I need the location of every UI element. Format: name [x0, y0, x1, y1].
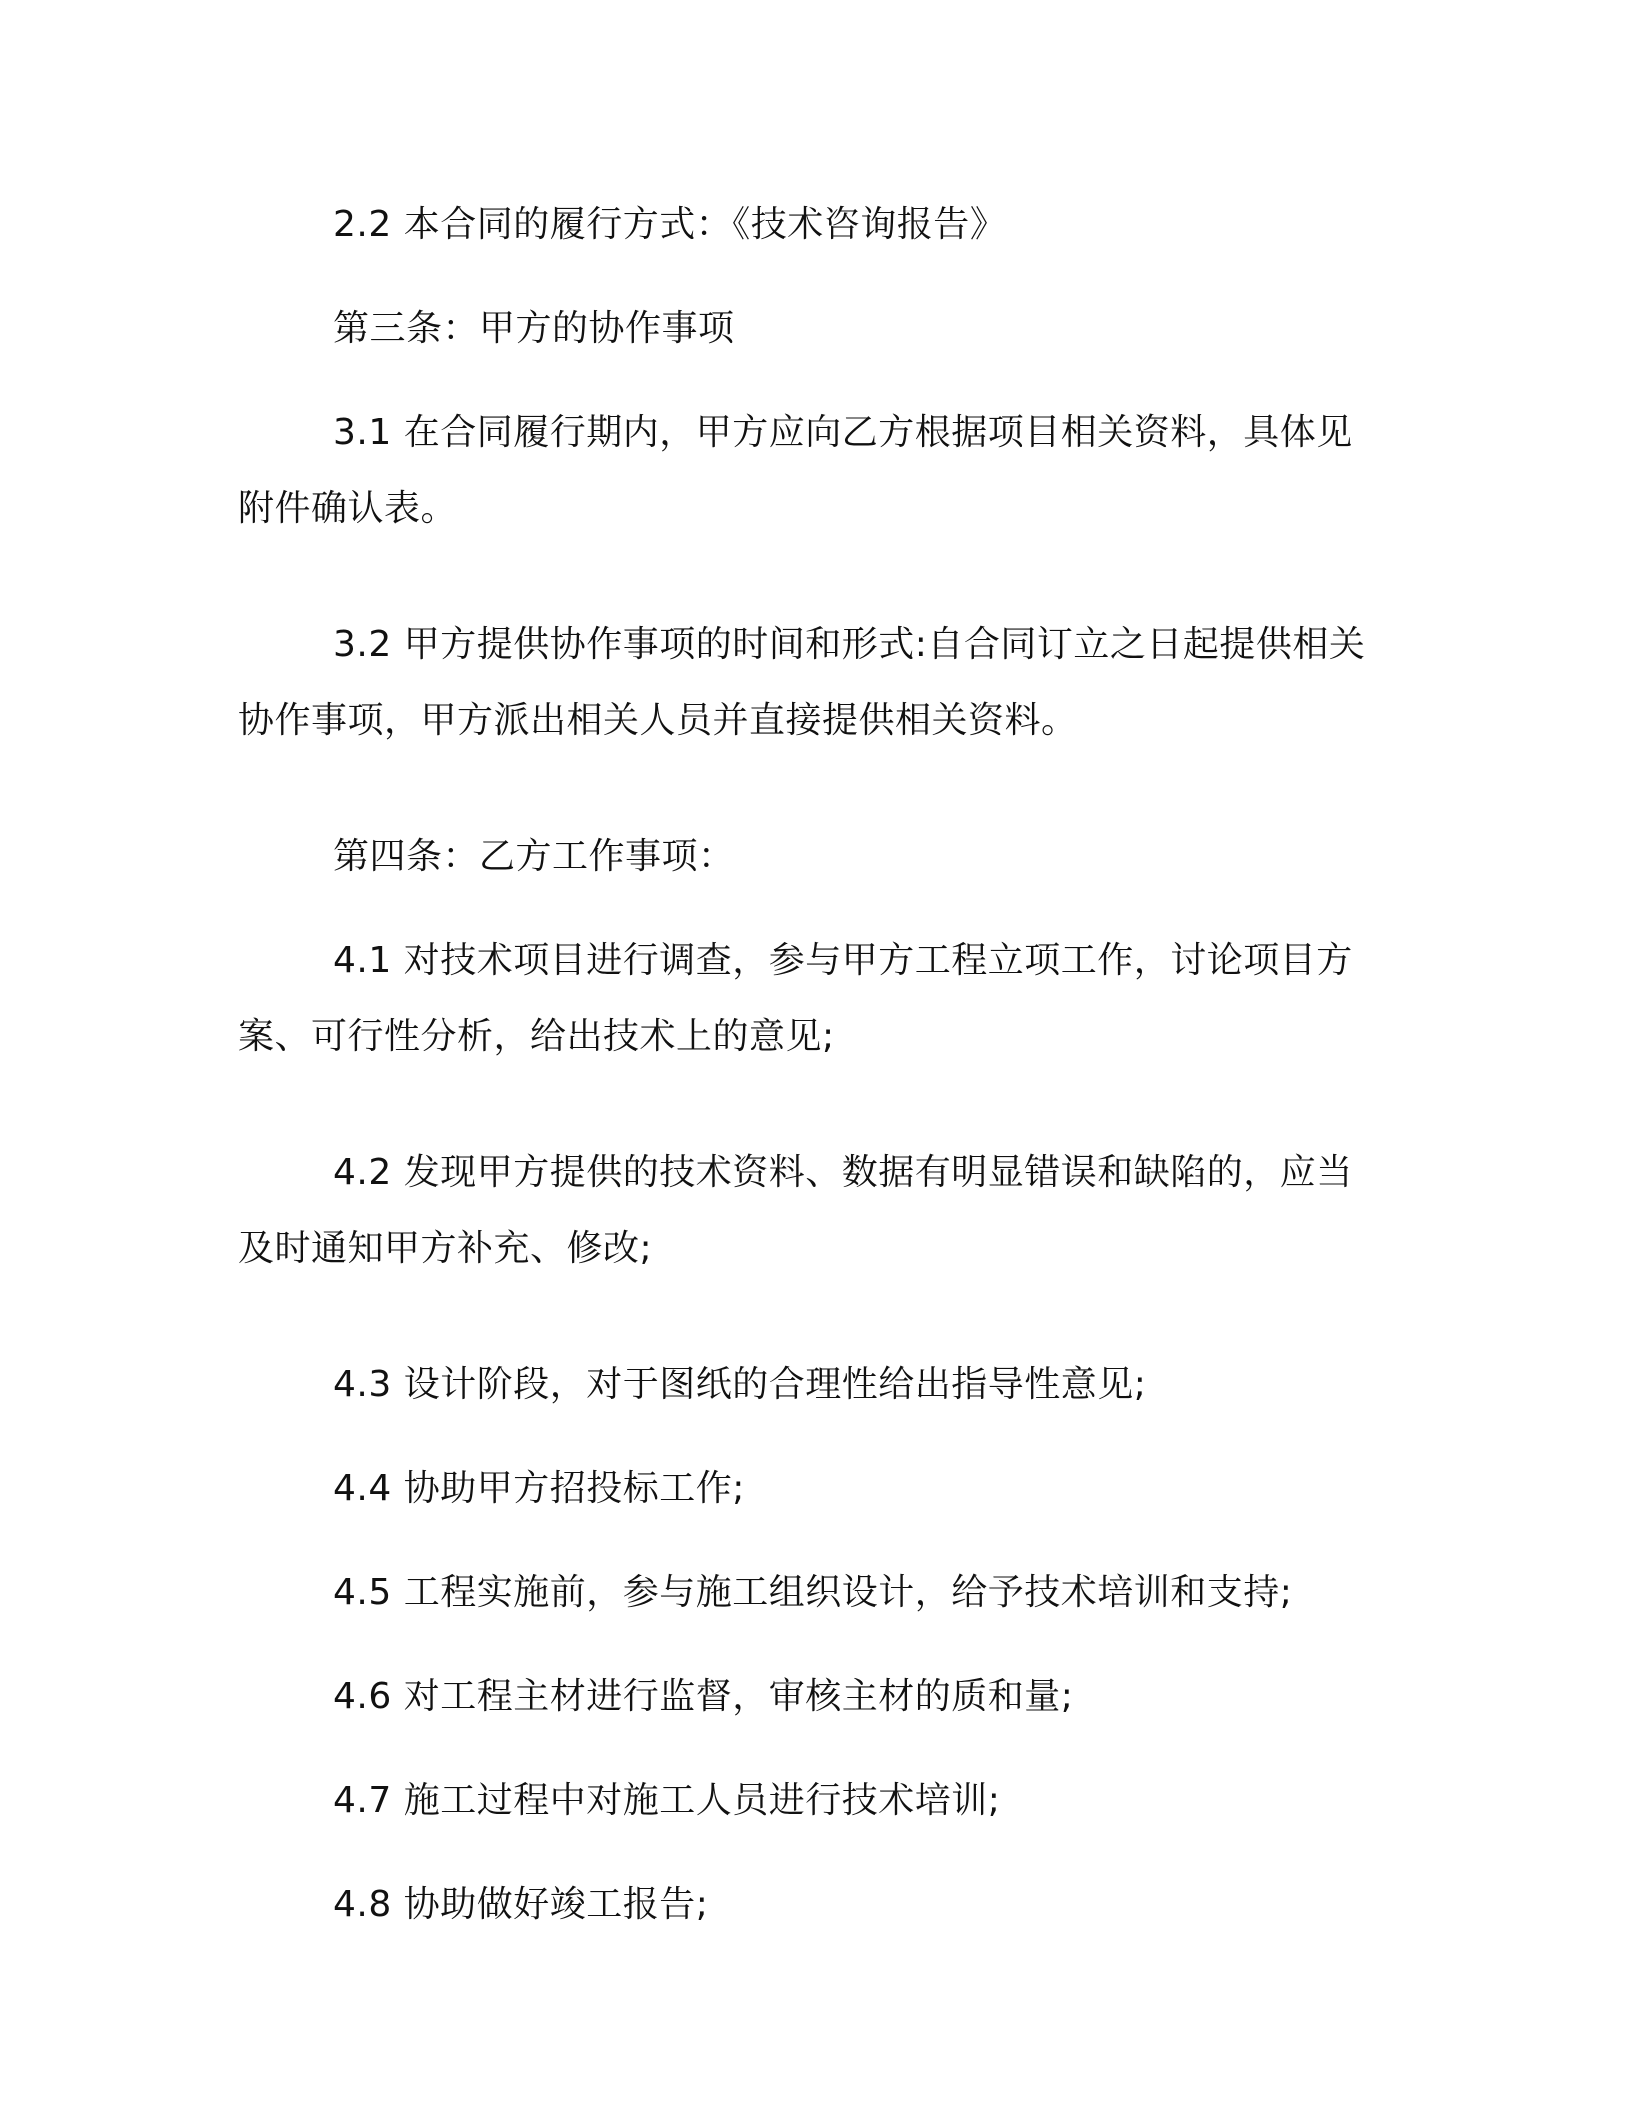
article-3-heading: 第三条：甲方的协作事项 [333, 308, 735, 349]
clause-3-2: 3.2 甲方提供协作事项的时间和形式:自合同订立之日起提供相关协作事项，甲方派出相关人员并直接提供相关资料。 [238, 624, 1366, 741]
clause-4-4: 4.4 协助甲方招投标工作; [333, 1468, 745, 1509]
clause-4-3: 4.3 设计阶段，对于图纸的合理性给出指导性意见; [333, 1364, 1147, 1405]
clause-4-8: 4.8 协助做好竣工报告; [333, 1884, 709, 1925]
clause-4-6: 4.6 对工程主材进行监督，审核主材的质和量; [333, 1676, 1074, 1717]
clause-4-2: 4.2 发现甲方提供的技术资料、数据有明显错误和缺陷的，应当及时通知甲方补充、修改; [238, 1152, 1353, 1269]
article-4-heading: 第四条：乙方工作事项： [333, 836, 735, 877]
clause-3-1: 3.1 在合同履行期内，甲方应向乙方根据项目相关资料，具体见附件确认表。 [238, 412, 1353, 529]
clause-4-1: 4.1 对技术项目进行调查，参与甲方工程立项工作，讨论项目方案、可行性分析，给出技术上的意见; [238, 940, 1353, 1057]
document-body [238, 187, 1378, 1971]
clause-4-7: 4.7 施工过程中对施工人员进行技术培训; [333, 1780, 1001, 1821]
clause-4-5: 4.5 工程实施前，参与施工组织设计，给予技术培训和支持; [333, 1572, 1293, 1613]
clause-2-2: 2.2 本合同的履行方式：《技术咨询报告》 [333, 204, 1007, 245]
